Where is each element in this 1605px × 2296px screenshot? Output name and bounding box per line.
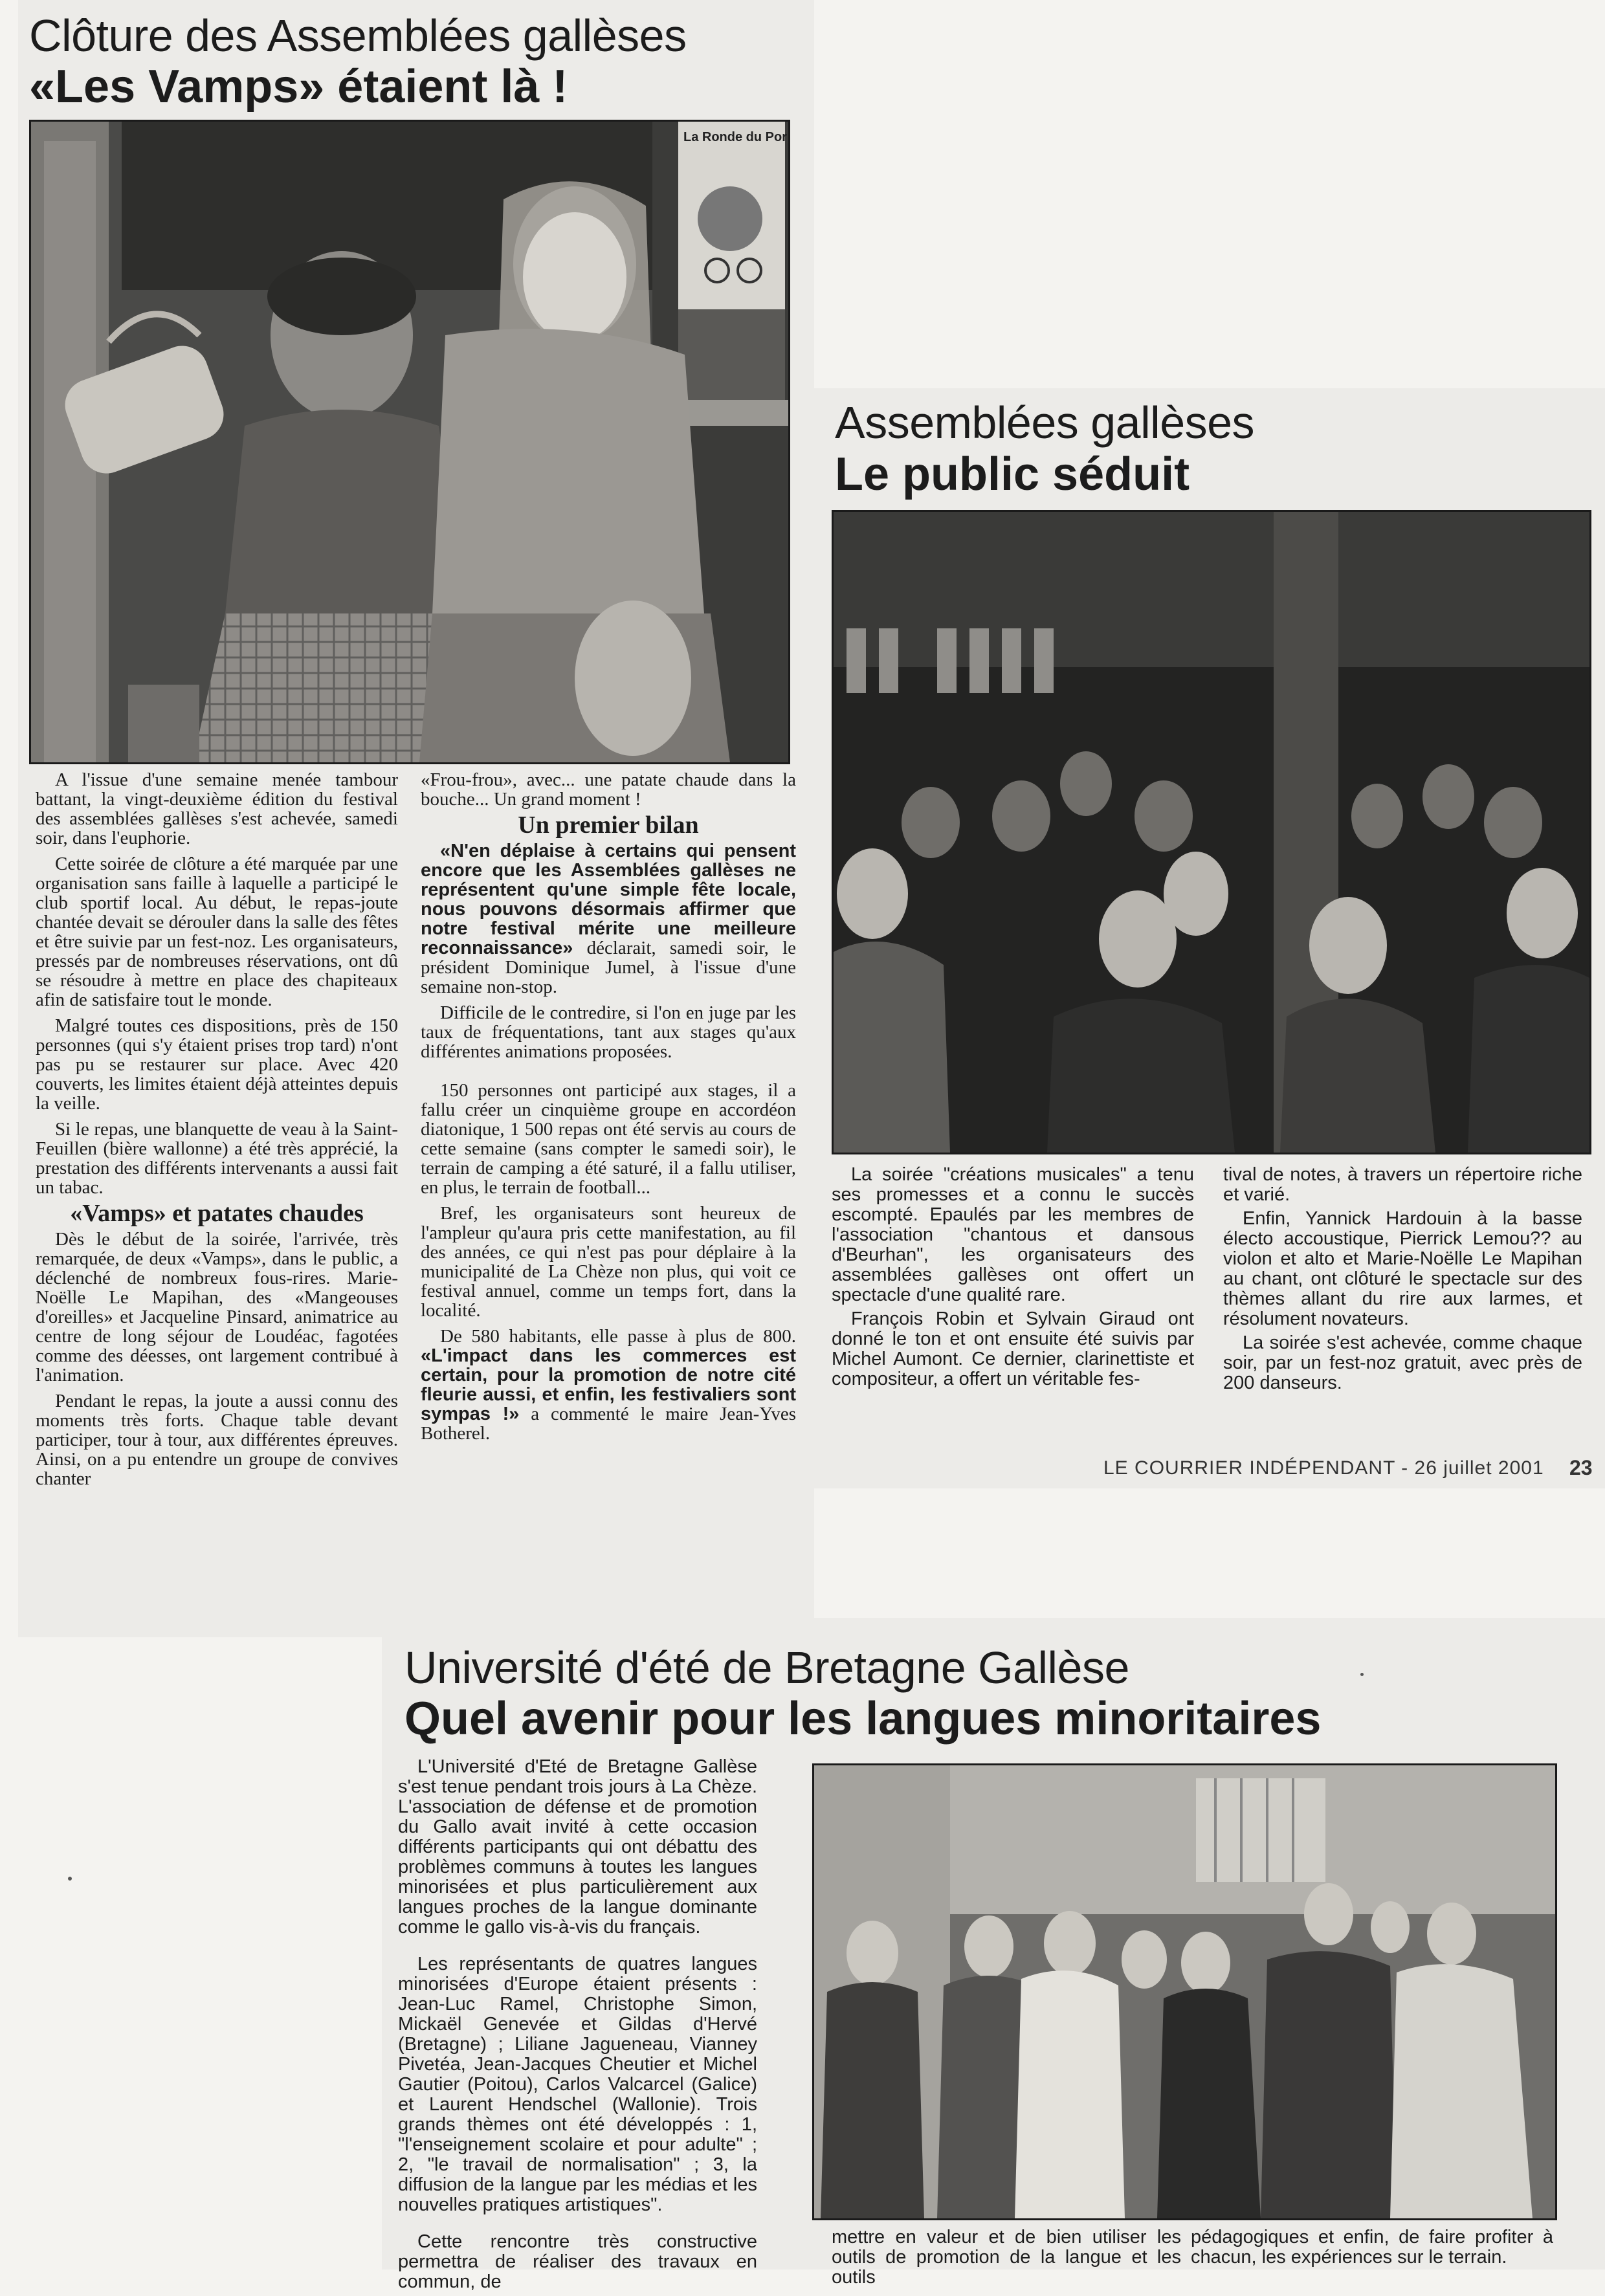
article1-subheading-vamps: «Vamps» et patates chaudes [70, 1200, 364, 1227]
scan-speck [68, 1877, 72, 1881]
article1-paragraph: A l'issue d'une semaine menée tambour battant, la vingt-deuxième édition du festival des assemblées gallèses s'est achevée, samedi soir, dans l'euphorie. [36, 769, 398, 848]
article1-paragraph: Difficile de le contredire, si l'on en juge par les taux de fréquentations, tant aux stages qu'aux différentes animations proposées. [421, 1002, 796, 1062]
article1-paragraph: Pendant le repas, la joute a aussi connu des moments très forts. Chaque table devant participer, tour à tour, aux différentes épreuves. Ainsi, on a pu entendre un groupe de convives chanter [36, 1391, 398, 1489]
article1-subheading-bilan: Un premier bilan [518, 811, 699, 839]
article3-column-left [398, 1757, 757, 2296]
article1-quote-attribution: a commenté le maire Jean-Yves Botherel. [421, 1404, 797, 1444]
article1-quote-paragraph [421, 841, 796, 997]
article1-paragraph: Dès le début de la soirée, l'arrivée, très remarquée, de deux «Vamps», dans le public, a déclenché de nombreux fous-rires. Marie-Noëlle Le Mapihan, des «Mangeouses d'oreilles» et Jacqueline Pinsard, animatrice au centre de long séjour de Loudéac, fagotées comme des déesses, ont largement contribué à l'animation. [36, 1229, 398, 1385]
group-photo-image [814, 1765, 1555, 2218]
article1-column-right [421, 770, 796, 1450]
audience-photo-image [834, 512, 1589, 1153]
article2-paragraph: tival de notes, à travers un répertoire riche et varié. [1223, 1164, 1582, 1205]
article2-subheadline: Le public séduit [835, 448, 1190, 500]
article3-bottom-middle: mettre en valeur et de bien utiliser les outils de promotion de la langue et les outils [832, 2227, 1181, 2288]
article1-headline: Clôture des Assemblées gallèses [29, 10, 687, 61]
article2-headline: Assemblées gallèses [835, 397, 1255, 448]
article3-headline: Université d'été de Bretagne Gallèse [404, 1642, 1129, 1693]
article2-paragraph: François Robin et Sylvain Giraud ont donné le ton et ont ensuite été suivis par Michel Aumont. Ce dernier, clarinettiste et compositeur, a offert un véritable fes- [832, 1308, 1194, 1389]
article3-photo-group [812, 1763, 1557, 2220]
article2-paragraph: La soirée "créations musicales" a tenu ses promesses et a connu le succès escompté. Epaulés par les membres de l'association "chantous et dansous d'Beurhan", les organisateurs des assemblées gallèses ont offert un spectacle d'une qualité rare. [832, 1164, 1194, 1305]
scan-speck [1360, 1673, 1364, 1676]
article3-paragraph: Les représentants de quatres langues minorisées d'Europe étaient présents : Jean-Luc Ramel, Christophe Simon, Mickaël Genevée et Gildas d'Hervé (Bretagne) ; Liliane Jagueneau, Vianney Pivetéa, Jean-Jacques Cheutier et Michel Gautier (Poitou), Carlos Valcarcel (Galice) et Laurent Hendschel (Wallonie). Trois grands thèmes ont été développés : 1, "l'enseignement scolaire et pour adulte" ; 2, "le travail de normalisation" ; 3, la diffusion de la langue par les médias et les nouvelles pratiques artistiques". [398, 1954, 757, 2215]
article1-paragraph: 150 personnes ont participé aux stages, il a fallu créer un cinquième groupe en accordéon diatonique, 1 500 repas ont été servis au cours de cette semaine (sans compter le samedi soir), le terrain de camping a été saturé, il a fallu utiliser, en plus, le terrain de football... [421, 1080, 796, 1198]
article3-paragraph: L'Université d'Eté de Bretagne Gallèse s'est tenue pendant trois jours à La Chèze. L'association de défense et de promotion du Gallo avait invité à cette occasion différents participants qui ont débattu des problèmes communs à toutes les langues minorisées et plus particulièrement aux langues proches de la langue dominante comme le gallo vis-à-vis du français. [398, 1756, 757, 1937]
article3-paragraph: Cette rencontre très constructive permettra de réaliser des travaux en commun, de [398, 2231, 757, 2292]
poster-title: La Ronde du Por [683, 130, 787, 144]
article1-population: De 580 habitants, elle passe à plus de 800. [440, 1326, 796, 1347]
article3-subheadline: Quel avenir pour les langues minoritaires [404, 1693, 1322, 1745]
article1-paragraph: Bref, les organisateurs sont heureux de l'ampleur qu'aura pris cette manifestation, au fil des années, ce qui n'est pas pour déplaire à la municipalité de La Chèze non plus, qui voit ce festival annuel, comme un temps fort, dans la localité. [421, 1203, 796, 1321]
article2-column-left [832, 1165, 1194, 1393]
article1-paragraph: Cette soirée de clôture a été marquée par une organisation sans faille à laquelle a participé le club sportif local. Au début, le repas-joute chantée devait se dérouler dans la salle des fêtes et être suivie par un fest-noz. Les organisateurs, pressés par de nombreuses réservations, ont dû se résoudre à mettre en place des chapiteaux afin de satisfaire tout le monde. [36, 854, 398, 1010]
article1-column-left [36, 770, 398, 1495]
page-number: 23 [1569, 1456, 1593, 1479]
article1-paragraph: Malgré toutes ces dispositions, près de 150 personnes (qui s'y étaient prises trop tard) n'ont pas pu se restaurer sur place. Avec 420 couverts, les limites étaient déjà atteintes depuis la veille. [36, 1015, 398, 1114]
article1-paragraph: «Frou-frou», avec... une patate chaude dans la bouche... Un grand moment ! [421, 769, 796, 810]
vamps-photo-image [31, 122, 788, 762]
article1-quote-mayor: «L'impact dans les commerces est certain, pour la promotion de notre cité fleurie aussi, et enfin, les festivaliers sont sympas !» [421, 1345, 796, 1424]
newspaper-footer: LE COURRIER INDÉPENDANT - 26 juillet 2001 [1103, 1457, 1544, 1479]
article2-photo-audience [832, 510, 1591, 1154]
article2-paragraph: La soirée s'est achevée, comme chaque soir, par un fest-noz gratuit, avec près de 200 danseurs. [1223, 1332, 1582, 1393]
article2-paragraph: Enfin, Yannick Hardouin à la basse électo accoustique, Pierrick Lemou?? au violon et alto et Marie-Noëlle Le Mapihan au chant, ont clôturé le spectacle sur des thèmes allant du rire aux larmes, et résolument novateurs. [1223, 1208, 1582, 1329]
article3-bottom-right: pédagogiques et enfin, de faire profiter à chacun, les expériences sur le terrain. [1191, 2227, 1553, 2268]
article1-quote-president: «N'en déplaise à certains qui pensent encore que les Assemblées gallèses ne représentent qu'une simple fête locale, nous pouvons désormais affirmer que notre festival mérite une meilleure reconnaissance» [421, 841, 796, 958]
article1-photo-vamps [29, 120, 790, 764]
article1-subheadline: «Les Vamps» étaient là ! [29, 61, 568, 113]
article1-paragraph: Si le repas, une blanquette de veau à la Saint-Feuillen (bière wallonne) a été très apprécié, la prestation des différents intervenants a aussi fait un tabac. [36, 1119, 398, 1198]
article2-column-right [1223, 1165, 1582, 1397]
article1-quote-attribution: déclarait, samedi soir, le président Dominique Jumel, à l'issue d'une semaine non-stop. [421, 938, 796, 997]
article1-quote-paragraph [421, 1327, 796, 1443]
